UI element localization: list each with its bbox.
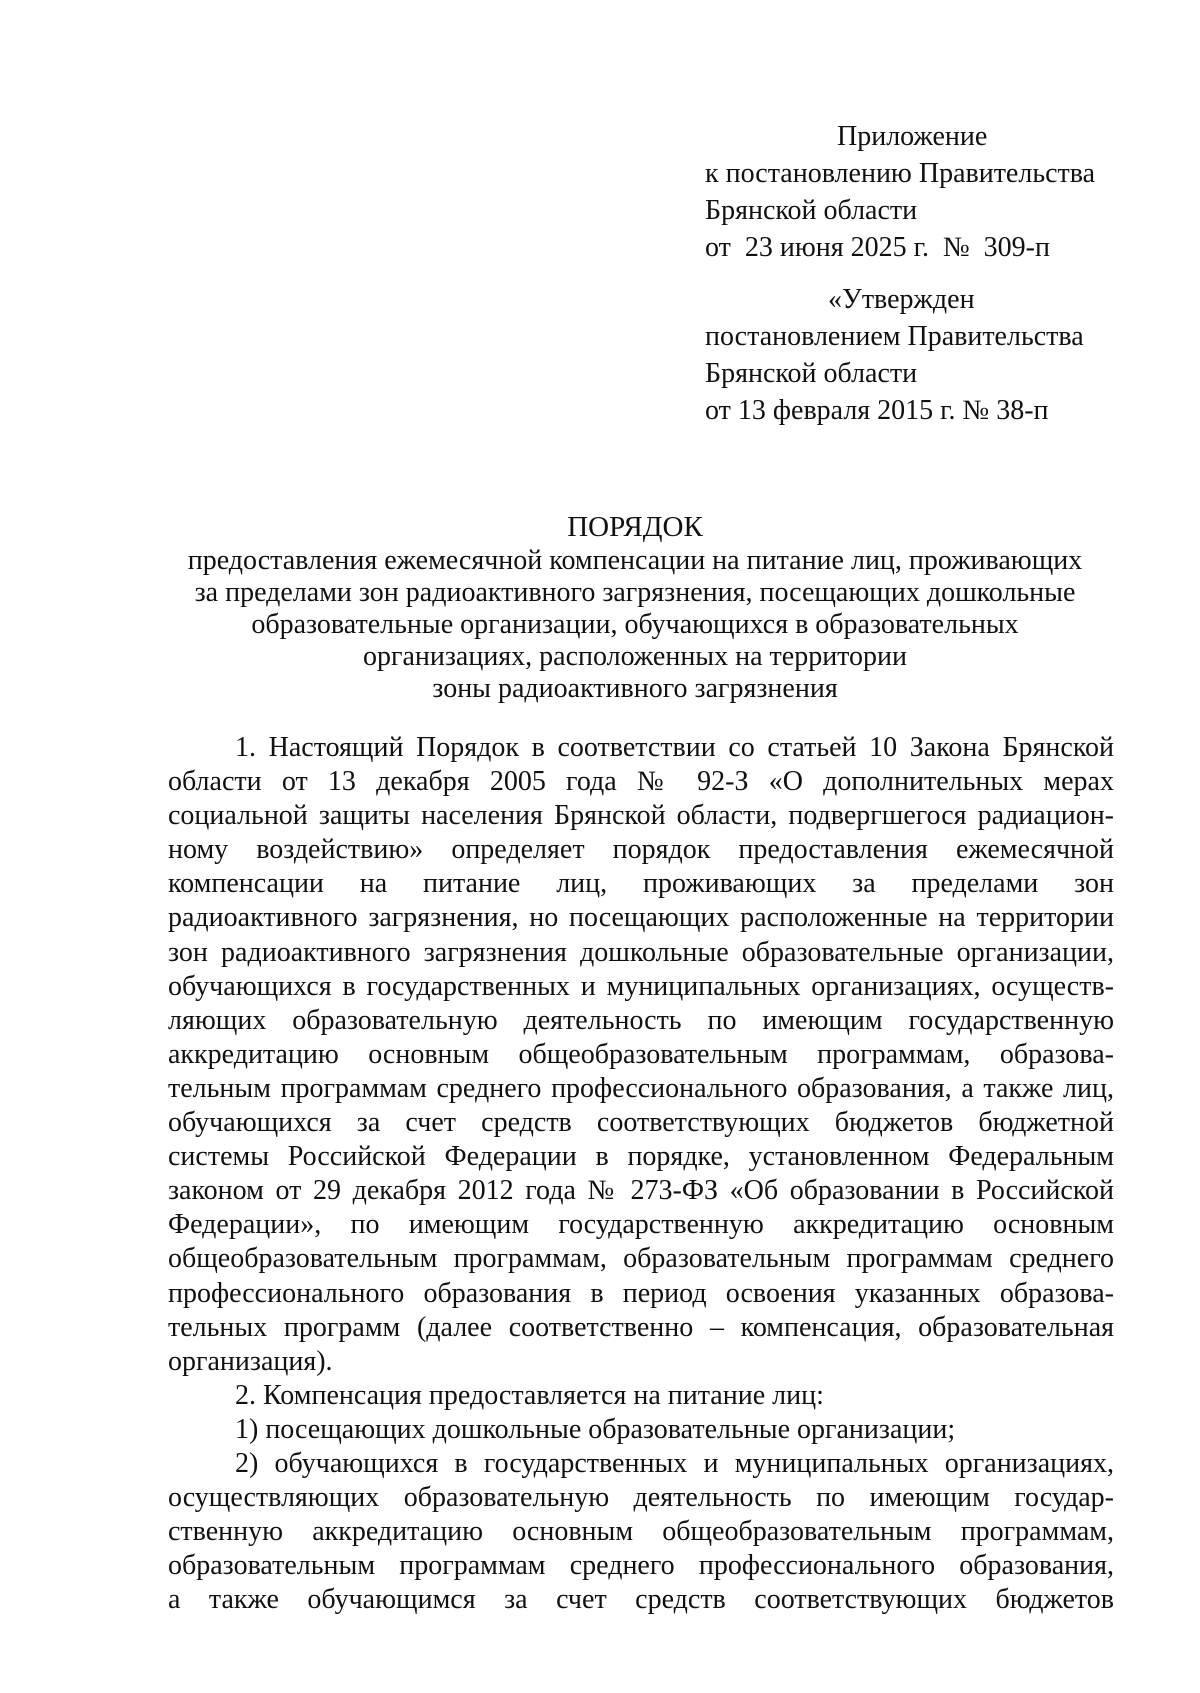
body-line: тельным программам среднего профессионального образования, а также лиц,	[168, 1072, 1114, 1104]
body-line: Федерации», по имеющим государственную аккредитацию основным	[168, 1209, 1114, 1241]
document-subtitle	[170, 545, 1100, 705]
body-line: ному воздействию» определяет порядок предоставления ежемесячной	[168, 834, 1114, 866]
body-line: обучающихся в государственных и муниципальных организациях, осуществ-	[168, 970, 1114, 1002]
subtitle-line: предоставления ежемесячной компенсации на питание лиц, проживающих	[187, 545, 1083, 576]
body-line: радиоактивного загрязнения, но посещающих расположенные на территории	[168, 902, 1114, 934]
subtitle-line: за пределами зон радиоактивного загрязнения, посещающих дошкольные	[194, 577, 1076, 608]
body-line: 1) посещающих дошкольные образовательные организации;	[235, 1413, 956, 1445]
body-line: области от 13 декабря 2005 года № 92-З «О дополнительных мерах	[168, 766, 1114, 798]
body-line: обучающихся за счет средств соответствующих бюджетов бюджетной	[168, 1107, 1114, 1139]
document-body	[168, 731, 1114, 1617]
body-line: а также обучающимся за счет средств соответствующих бюджетов	[168, 1584, 1114, 1616]
body-line: общеобразовательным программам, образовательным программам среднего	[168, 1243, 1114, 1275]
subtitle-line: зоны радиоактивного загрязнения	[432, 673, 838, 704]
body-line: образовательным программам среднего профессионального образования,	[168, 1550, 1114, 1582]
body-line: профессионального образования в период освоения указанных образова-	[168, 1277, 1114, 1309]
approved-line-3: Брянской области	[705, 358, 918, 389]
body-line: ственную аккредитацию основным общеобразовательным программам,	[168, 1516, 1114, 1548]
appendix-line-3: Брянской области	[705, 195, 918, 226]
approved-line-4: от 13 февраля 2015 г. № 38-п	[705, 395, 1049, 426]
document-title: ПОРЯДОК	[567, 511, 703, 543]
body-line: 2. Компенсация предоставляется на питание лиц:	[235, 1379, 824, 1411]
approved-line-2: постановлением Правительства	[705, 321, 1084, 352]
body-line: социальной защиты населения Брянской области, подвергшегося радиацион-	[168, 800, 1114, 832]
body-line: ляющих образовательную деятельность по имеющим государственную	[168, 1004, 1114, 1036]
approved-header	[705, 281, 1145, 429]
approved-line-1: «Утвержден	[828, 284, 975, 315]
appendix-header	[705, 118, 1145, 266]
body-line: 2) обучающихся в государственных и муниципальных организациях,	[235, 1447, 1114, 1479]
body-line: аккредитацию основным общеобразовательным программам, образова-	[168, 1038, 1114, 1070]
body-line: организация).	[168, 1345, 333, 1377]
appendix-line-2: к постановлению Правительства	[705, 158, 1096, 189]
body-line: законом от 29 декабря 2012 года № 273-ФЗ «Об образовании в Российской	[168, 1175, 1114, 1207]
subtitle-line: образовательные организации, обучающихся в образовательных	[251, 609, 1019, 640]
appendix-line-1: Приложение	[837, 121, 988, 152]
appendix-line-4: от 23 июня 2025 г. № 309-п	[705, 232, 1050, 263]
body-line: 1. Настоящий Порядок в соответствии со статьей 10 Закона Брянской	[235, 732, 1114, 763]
body-line: компенсации на питание лиц, проживающих за пределами зон	[168, 868, 1114, 900]
body-line: зон радиоактивного загрязнения дошкольные образовательные организации,	[168, 936, 1114, 968]
body-line: системы Российской Федерации в порядке, установленном Федеральным	[168, 1141, 1114, 1173]
subtitle-line: организациях, расположенных на территории	[362, 641, 908, 672]
body-line: осуществляющих образовательную деятельность по имеющим государ-	[168, 1482, 1114, 1514]
body-line: тельных программ (далее соответственно – компенсация, образовательная	[168, 1311, 1114, 1343]
